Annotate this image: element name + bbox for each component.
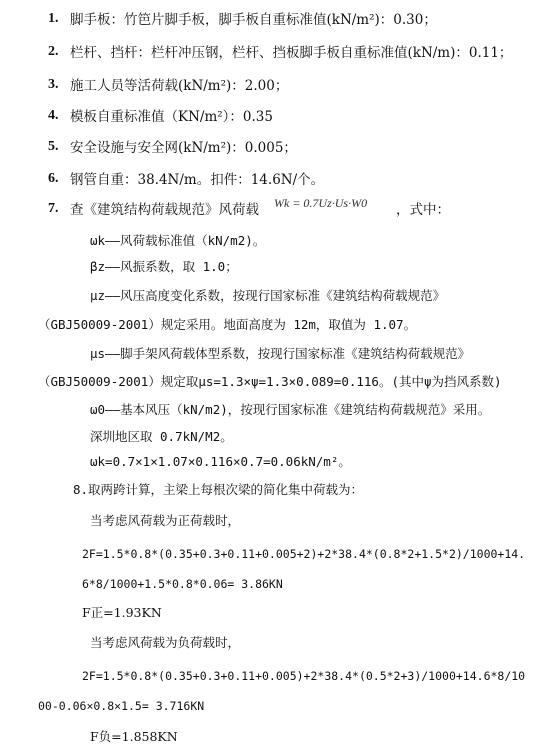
item-5-text: 安全设施与安全网(kN/m²)：0.005； bbox=[70, 140, 297, 156]
item-4-number: 4. bbox=[48, 108, 59, 123]
positive-force-result: F正=1.93KN bbox=[82, 605, 162, 620]
item-6-text: 钢管自重：38.4N/m。扣件：14.6N/个。 bbox=[70, 172, 325, 188]
uz-definition-line2: （GBJ50009-2001）规定采用。地面高度为 12m，取值为 1.07。 bbox=[38, 317, 417, 332]
item-1-number: 1. bbox=[48, 11, 59, 26]
w0-definition: ω0——基本风压（kN/m2)，按现行国家标准《建筑结构荷载规范》采用。 bbox=[90, 402, 491, 417]
negative-force-result: F负=1.858KN bbox=[90, 729, 178, 744]
item-1-text: 脚手板：竹笆片脚手板，脚手板自重标准值(kN/m²)：0.30； bbox=[70, 12, 437, 28]
positive-equation-line2: 6*8/1000+1.5*0.8*0.06= 3.86KN bbox=[82, 577, 283, 591]
negative-wind-case: 当考虑风荷载为负荷载时， bbox=[90, 635, 241, 650]
negative-equation-line2: 00-0.06×0.8×1.5= 3.716KN bbox=[38, 699, 205, 713]
item-7-text: 查《建筑结构荷载规范》风荷载 bbox=[70, 202, 259, 218]
wind-load-formula: Wk = 0.7Uz·Us·W0 bbox=[274, 196, 368, 210]
item-7-text-after: ，式中： bbox=[396, 202, 450, 218]
item-3-number: 3. bbox=[48, 77, 59, 92]
positive-equation-line1: 2F=1.5*0.8*(0.35+0.3+0.11+0.005+2)+2*38.4*(0.8*2+1.5*2)/1000+14. bbox=[82, 547, 526, 561]
bz-definition: βz——风振系数，取 1.0； bbox=[90, 259, 238, 274]
item-4-text: 模板自重标准值（KN/m²）：0.35 bbox=[70, 109, 273, 125]
section-8-title: 8.取两跨计算，主梁上每根次梁的简化集中荷载为： bbox=[73, 482, 364, 497]
shenzhen-value: 深圳地区取 0.7kN/M2。 bbox=[90, 429, 233, 444]
item-3-text: 施工人员等活荷载(kN/m²)：2.00； bbox=[70, 78, 289, 94]
us-definition-line2: （GBJ50009-2001）规定取μs=1.3×ψ=1.3×0.089=0.116。(其中ψ为挡风系数) bbox=[38, 374, 502, 389]
positive-wind-case: 当考虑风荷载为正荷载时， bbox=[90, 513, 241, 528]
wk-calculation: ωk=0.7×1×1.07×0.116×0.7=0.06kN/m²。 bbox=[90, 454, 351, 469]
item-2-text: 栏杆、挡杆：栏杆冲压钢，栏杆、挡板脚手板自重标准值(kN/m)：0.11； bbox=[70, 45, 513, 61]
item-7-number: 7. bbox=[48, 201, 59, 216]
negative-equation-line1: 2F=1.5*0.8*(0.35+0.3+0.11+0.005)+2*38.4*(0.5*2+3)/1000+14.6*8/10 bbox=[82, 669, 526, 683]
item-2-number: 2. bbox=[48, 44, 59, 59]
item-6-number: 6. bbox=[48, 171, 59, 186]
wk-definition: ωk——风荷载标准值（kN/m2)。 bbox=[90, 233, 266, 248]
uz-definition-line1: μz——风压高度变化系数，按现行国家标准《建筑结构荷载规范》 bbox=[90, 288, 446, 303]
us-definition-line1: μs——脚手架风荷载体型系数，按现行国家标准《建筑结构荷载规范》 bbox=[90, 346, 471, 361]
item-5-number: 5. bbox=[48, 139, 59, 154]
